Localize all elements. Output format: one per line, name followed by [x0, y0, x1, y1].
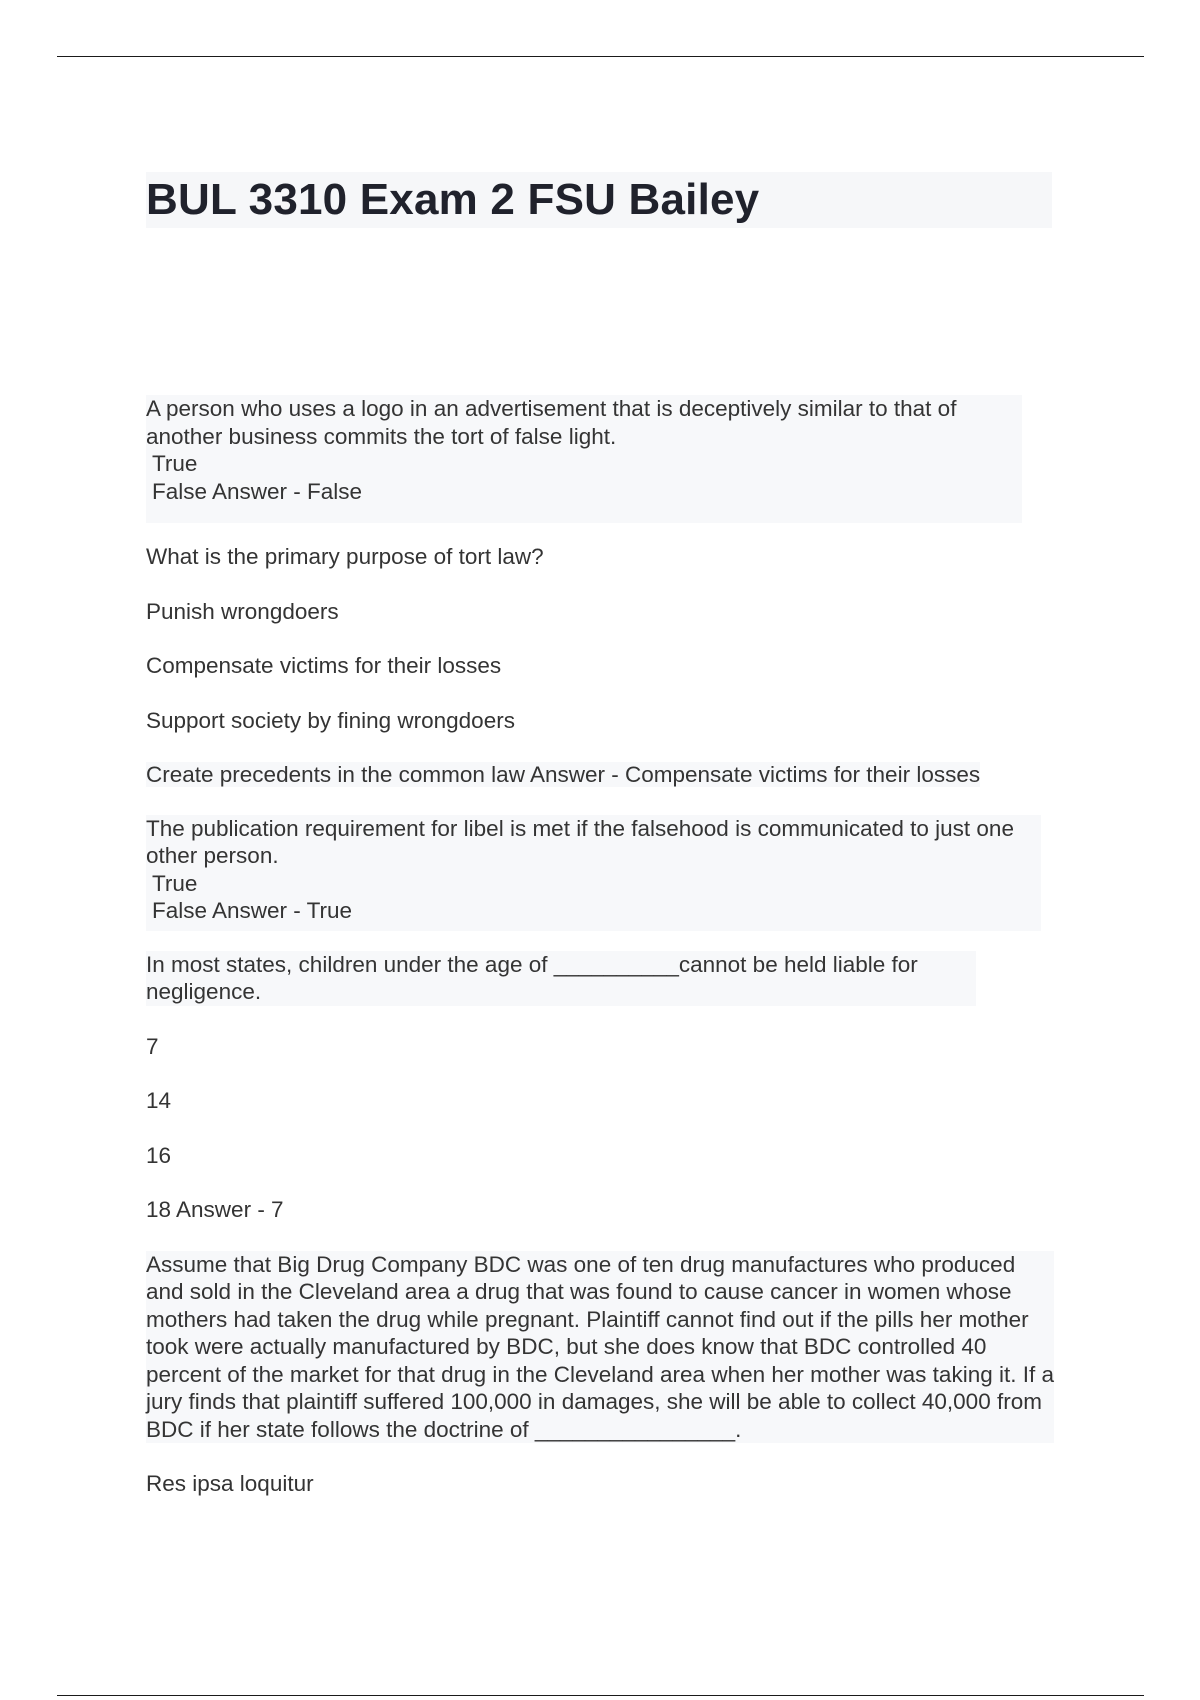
- question-1: [146, 395, 1022, 523]
- question-4-option-1: 7: [146, 1033, 159, 1059]
- question-1-prompt: A person who uses a logo in an advertisement that is deceptively similar to that of another business commits the tort of false light.: [146, 396, 957, 449]
- document-body: [146, 395, 1056, 1498]
- question-1-option-2: False Answer - False: [152, 478, 363, 504]
- question-4-prompt: In most states, children under the age of __________cannot be held liable for negligence.: [146, 951, 976, 1006]
- bottom-divider: [57, 1695, 1144, 1696]
- document-title: BUL 3310 Exam 2 FSU Bailey: [146, 172, 1052, 228]
- question-2-option-3: Support society by fining wrongdoers: [146, 707, 515, 733]
- question-2-option-1: Punish wrongdoers: [146, 598, 339, 624]
- question-5-prompt: Assume that Big Drug Company BDC was one of ten drug manufactures who produced and sold in the Cleveland area a drug that was found to cause cancer in women whose mothers had taken the drug while pregnant. Plaintiff cannot find out if the pills her mother took were actually manufactured by BDC, but she does know that BDC controlled 40 percent of the market for that drug in the Cleveland area when her mother was taking it. If a jury finds that plaintiff suffered 100,000 in damages, she will be able to collect 40,000 from BDC if her state follows the doctrine of ________________.: [146, 1251, 1054, 1442]
- question-2-option-2: Compensate victims for their losses: [146, 653, 502, 678]
- question-4-option-2: 14: [146, 1088, 172, 1113]
- question-5-option-1: Res ipsa loquitur: [146, 1471, 314, 1496]
- question-2-option-4: Create precedents in the common law Answer - Compensate victims for their losses: [146, 762, 981, 787]
- question-3-prompt: The publication requirement for libel is met if the falsehood is communicated to just one other person.: [146, 815, 1014, 868]
- top-divider: [57, 56, 1144, 57]
- question-1-option-1: True: [152, 451, 198, 476]
- question-3: [146, 815, 1041, 931]
- question-4-option-4: 18 Answer - 7: [146, 1197, 284, 1222]
- question-2-prompt: What is the primary purpose of tort law?: [146, 544, 544, 569]
- question-4-option-3: 16: [146, 1142, 172, 1168]
- question-5: [146, 1251, 1056, 1498]
- question-2: [146, 543, 1056, 789]
- question-3-option-1: True: [152, 870, 198, 896]
- question-4: [146, 951, 976, 1224]
- question-3-option-2: False Answer - True: [152, 898, 353, 923]
